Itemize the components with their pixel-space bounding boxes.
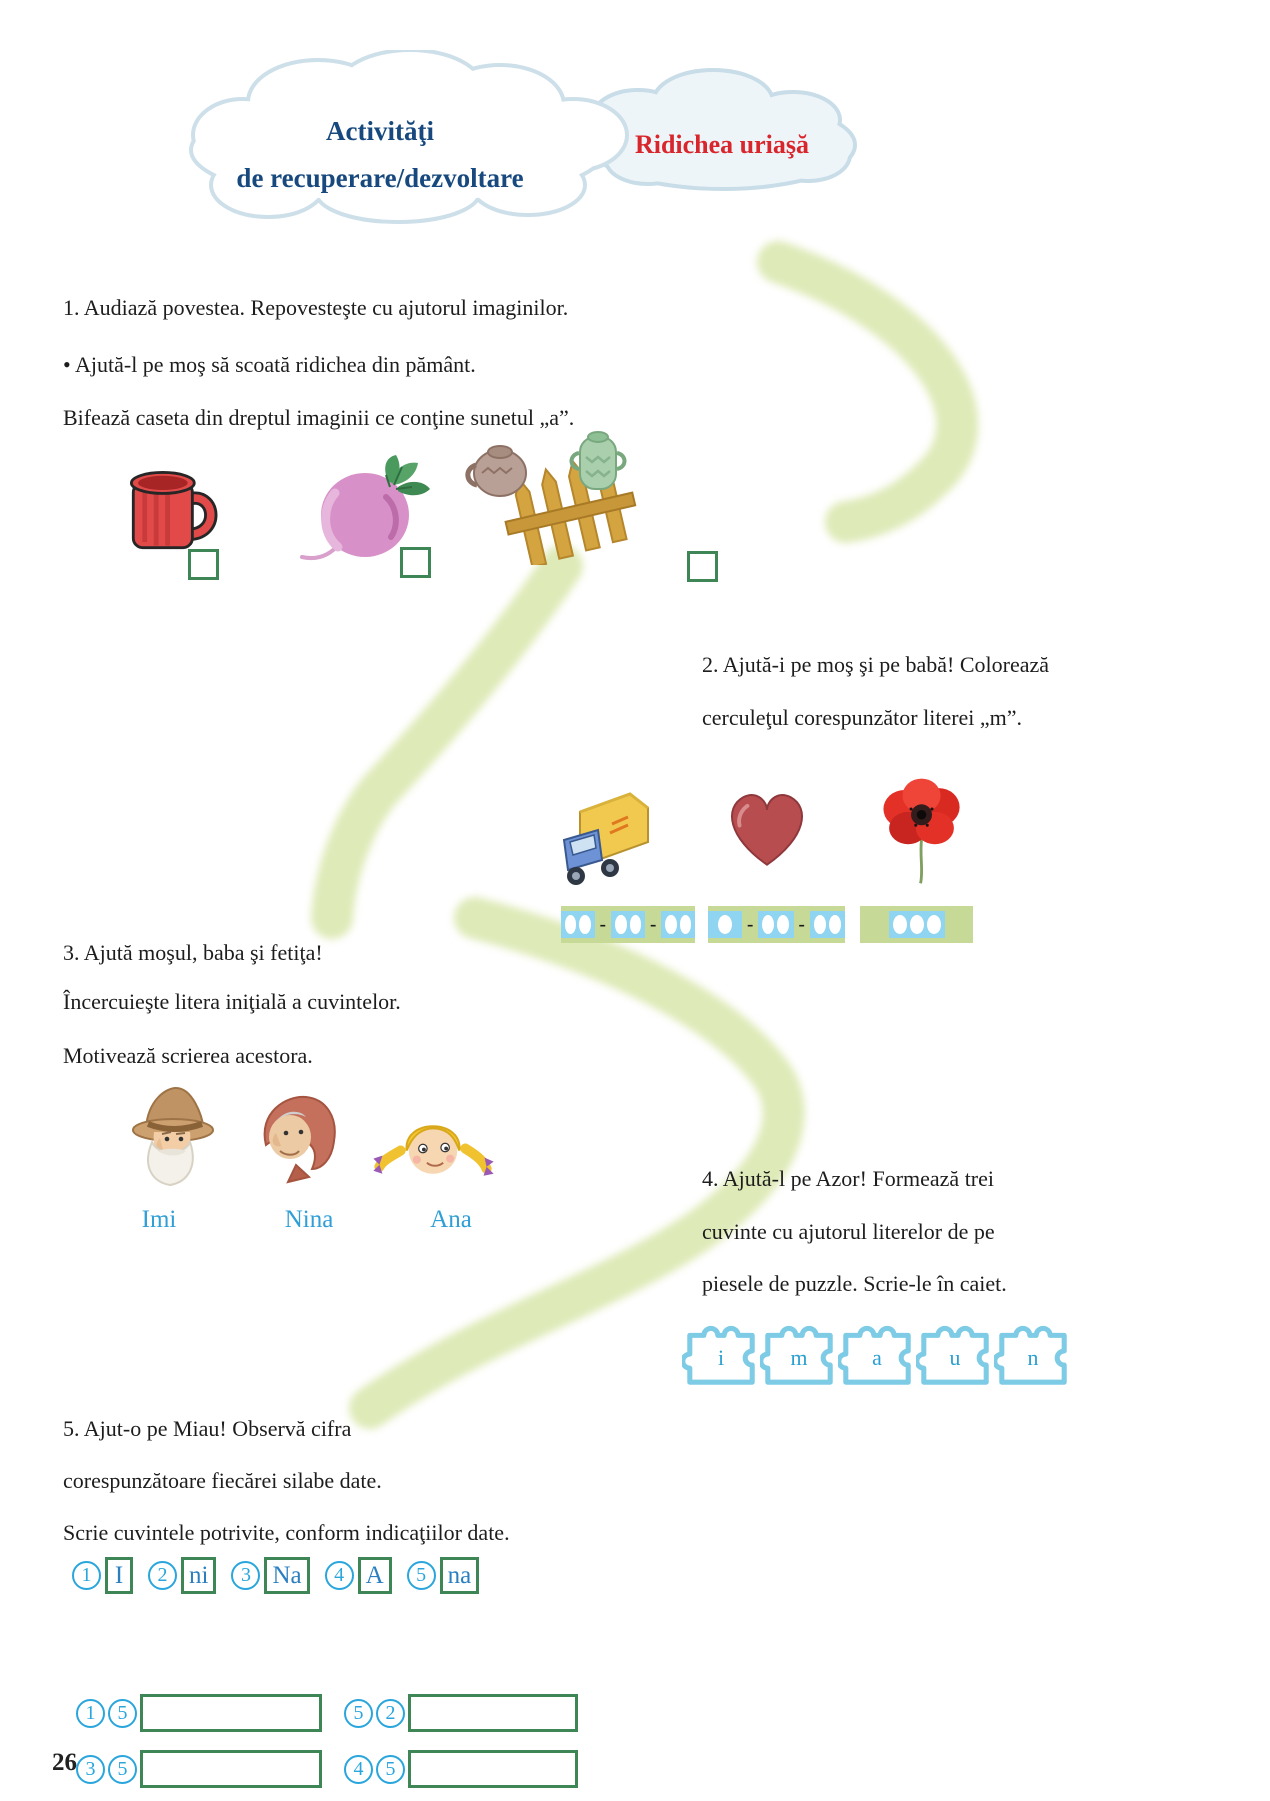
syllable-dot-box bbox=[661, 911, 695, 938]
puzzle-letter-row bbox=[682, 1312, 1072, 1395]
task1-line3: Bifează caseta din dreptul imaginii ce conţine sunetul „a”. bbox=[63, 405, 575, 430]
letter-circle[interactable] bbox=[927, 915, 941, 934]
svg-text:n: n bbox=[1027, 1346, 1039, 1371]
syllable-dot-box bbox=[810, 911, 845, 938]
syllable-dash: - bbox=[747, 914, 754, 935]
name-label-nina: Nina bbox=[284, 1206, 334, 1233]
puzzle-piece bbox=[994, 1312, 1072, 1395]
task2-line1: 2. Ajută-i pe moş şi pe babă! Colorează bbox=[702, 652, 1050, 677]
letter-circle[interactable] bbox=[718, 915, 732, 934]
task4-line3: piesele de puzzle. Scrie-le în caiet. bbox=[702, 1271, 1007, 1296]
puzzle-piece bbox=[838, 1312, 916, 1395]
task1-line1: 1. Audiază povestea. Repovesteşte cu ajutorul imaginilor. bbox=[63, 295, 569, 320]
puzzle-piece bbox=[916, 1312, 994, 1395]
syllable-dot-box bbox=[611, 911, 645, 938]
heart-image bbox=[718, 780, 816, 879]
letter-circle[interactable] bbox=[829, 915, 841, 934]
task4-line1: 4. Ajută-l pe Azor! Formează trei bbox=[702, 1166, 995, 1191]
syllable-box: Na bbox=[264, 1557, 309, 1594]
task1-line2: • Ajută-l pe moş să scoată ridichea din pământ. bbox=[63, 352, 476, 377]
fence-with-jugs-image bbox=[462, 425, 657, 570]
letter-circle[interactable] bbox=[680, 915, 692, 934]
task3-line2: Încercuieşte litera iniţială a cuvintelor. bbox=[63, 989, 401, 1014]
syllable-number-circle: 1 bbox=[72, 1561, 101, 1590]
task2-line2: cerculeţul corespunzător literei „m”. bbox=[702, 705, 1023, 730]
answer-item bbox=[344, 1694, 578, 1732]
syllable-box: ni bbox=[181, 1557, 216, 1594]
syllable-dash: - bbox=[599, 914, 606, 935]
old-man-image bbox=[118, 1080, 223, 1200]
letter-circle[interactable] bbox=[565, 915, 577, 934]
syllable-pair bbox=[148, 1557, 216, 1594]
syllable-dash: - bbox=[798, 914, 805, 935]
answer-item bbox=[76, 1750, 322, 1788]
task1-checkbox-turnip[interactable] bbox=[400, 547, 431, 578]
syllable-number-circle: 5 bbox=[407, 1561, 436, 1590]
task5-line1: 5. Ajut-o pe Miau! Observă cifra bbox=[63, 1416, 352, 1441]
syllable-dot-box bbox=[758, 911, 793, 938]
answer-number-circle: 4 bbox=[344, 1755, 373, 1784]
task3-line1: 3. Ajută moşul, baba şi fetiţa! bbox=[63, 940, 323, 965]
syllable-number-circle: 3 bbox=[231, 1561, 260, 1590]
letter-circle[interactable] bbox=[630, 915, 642, 934]
svg-text:m: m bbox=[790, 1346, 808, 1371]
answer-number-circle: 5 bbox=[344, 1699, 373, 1728]
syllable-number-circle: 4 bbox=[325, 1561, 354, 1590]
syllable-pair bbox=[231, 1557, 309, 1594]
task5-line2: corespunzătoare fiecărei silabe date. bbox=[63, 1468, 382, 1493]
svg-text:i: i bbox=[717, 1346, 725, 1371]
puzzle-piece bbox=[682, 1312, 760, 1395]
letter-circle[interactable] bbox=[814, 915, 826, 934]
name-label-imi: Imi bbox=[141, 1206, 177, 1233]
activities-title-line1: Activităţi bbox=[326, 116, 434, 146]
letter-circle[interactable] bbox=[910, 915, 924, 934]
task3-line3: Motivează scrierea acestora. bbox=[63, 1043, 313, 1068]
syllable-box: A bbox=[358, 1557, 392, 1594]
girl-image bbox=[372, 1098, 494, 1199]
answer-number-circle: 5 bbox=[376, 1755, 405, 1784]
letter-strip-truck bbox=[561, 906, 695, 943]
letter-circle[interactable] bbox=[665, 915, 677, 934]
page-number: 26 bbox=[52, 1749, 77, 1776]
story-title: Ridichea uriaşă bbox=[634, 130, 810, 159]
task4-line2: cuvinte cu ajutorul literelor de pe bbox=[702, 1219, 995, 1244]
answer-row-1 bbox=[76, 1694, 578, 1732]
task1-checkbox-fence[interactable] bbox=[687, 551, 718, 582]
task1-checkbox-mug[interactable] bbox=[188, 549, 219, 580]
syllable-dot-box bbox=[708, 911, 742, 938]
syllable-dash: - bbox=[650, 914, 657, 935]
letter-circle[interactable] bbox=[762, 915, 774, 934]
answer-number-circle: 2 bbox=[376, 1699, 405, 1728]
syllable-box: na bbox=[440, 1557, 480, 1594]
syllable-key-row bbox=[72, 1557, 479, 1594]
svg-text:a: a bbox=[872, 1346, 882, 1371]
answer-item bbox=[76, 1694, 322, 1732]
answer-item bbox=[344, 1750, 578, 1788]
name-label-ana: Ana bbox=[430, 1206, 472, 1233]
swash-middle-left bbox=[332, 566, 562, 918]
letter-circle[interactable] bbox=[893, 915, 907, 934]
truck-image bbox=[552, 782, 657, 895]
answer-number-circle: 1 bbox=[76, 1699, 105, 1728]
letter-strip-poppy bbox=[860, 906, 973, 943]
letter-circle[interactable] bbox=[615, 915, 627, 934]
answer-row-2 bbox=[76, 1750, 578, 1788]
answer-number-circle: 5 bbox=[108, 1755, 137, 1784]
svg-text:u: u bbox=[949, 1346, 961, 1371]
answer-input-box[interactable] bbox=[140, 1694, 322, 1732]
answer-input-box[interactable] bbox=[408, 1694, 578, 1732]
puzzle-piece bbox=[760, 1312, 838, 1395]
answer-input-box[interactable] bbox=[140, 1750, 322, 1788]
syllable-pair bbox=[72, 1557, 133, 1594]
letter-strip-heart bbox=[708, 906, 845, 943]
letter-circle[interactable] bbox=[777, 915, 789, 934]
syllable-number-circle: 2 bbox=[148, 1561, 177, 1590]
syllable-box: I bbox=[105, 1557, 133, 1594]
answer-input-box[interactable] bbox=[408, 1750, 578, 1788]
syllable-pair bbox=[407, 1557, 480, 1594]
task5-line3: Scrie cuvintele potrivite, conform indicaţiilor date. bbox=[63, 1520, 510, 1545]
syllable-pair bbox=[325, 1557, 392, 1594]
syllable-dot-box bbox=[889, 911, 945, 938]
answer-number-circle: 5 bbox=[108, 1699, 137, 1728]
answer-number-circle: 3 bbox=[76, 1755, 105, 1784]
syllable-dot-box bbox=[561, 911, 595, 938]
activities-title-line2: de recuperare/dezvoltare bbox=[236, 163, 524, 193]
letter-circle[interactable] bbox=[579, 915, 591, 934]
poppy-image bbox=[872, 772, 972, 893]
swash-top-right bbox=[778, 262, 957, 522]
old-woman-image bbox=[248, 1085, 348, 1200]
